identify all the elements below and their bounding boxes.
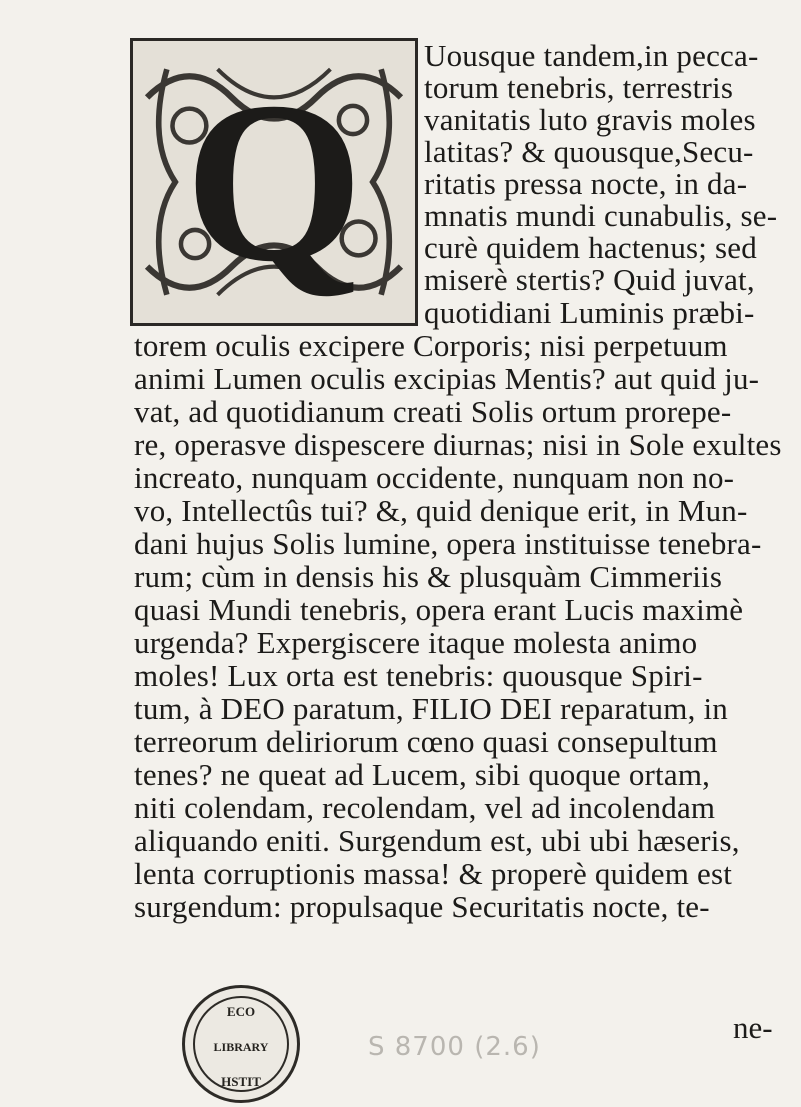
text-line: tenes? ne queat ad Lucem, sibi quoque ortam, <box>134 757 711 792</box>
decorated-initial <box>130 38 418 326</box>
text-line: quotidiani Luminis præbi- <box>424 295 755 330</box>
text-line: niti colendam, recolendam, vel ad incolendam <box>134 790 716 825</box>
text-line: torem oculis excipere Corporis; nisi perpetuum <box>134 328 728 363</box>
text-line: increato, nunquam occidente, nunquam non no- <box>134 460 735 495</box>
text-line: latitas? & quousque,Secu- <box>424 134 754 169</box>
text-line: re, operasve dispescere diurnas; nisi in Sole exultes <box>134 427 782 462</box>
shelfmark: S 8700 (2.6) <box>368 1032 541 1062</box>
library-stamp <box>182 985 300 1103</box>
text-line: vo, Intellectûs tui? &, quid denique erit, in Mun- <box>134 493 748 528</box>
text-line: tum, à DEO paratum, FILIO DEI reparatum, in <box>134 691 728 726</box>
text-line: vat, ad quotidianum creati Solis ortum prorepe- <box>134 394 732 429</box>
text-line: animi Lumen oculis excipias Mentis? aut quid ju- <box>134 361 760 396</box>
stamp-middle-text: LIBRARY <box>213 1040 269 1054</box>
text-line: lenta corruptionis massa! & properè quidem est <box>134 856 733 891</box>
text-line: aliquando eniti. Surgendum est, ubi ubi hæseris, <box>134 823 740 858</box>
catchword: ne- <box>733 1010 773 1045</box>
text-line: Uousque tandem,in pecca- <box>424 38 759 73</box>
text-line: moles! Lux orta est tenebris: quousque Spiri- <box>134 658 703 693</box>
initial-letter: Q <box>184 54 364 309</box>
text-line: dani hujus Solis lumine, opera instituisse tenebra- <box>134 526 762 561</box>
text-line: torum tenebris, terrestris <box>424 70 734 105</box>
text-line: ritatis pressa nocte, in da- <box>424 166 748 201</box>
text-line: terreorum deliriorum cœno quasi consepultum <box>134 724 718 759</box>
text-line: mnatis mundi cunabulis, se- <box>424 198 778 233</box>
stamp-bottom-text: HSTIT <box>221 1074 261 1089</box>
text-line: miserè stertis? Quid juvat, <box>424 262 755 297</box>
text-line: urgenda? Expergiscere itaque molesta animo <box>134 625 698 660</box>
text-line: curè quidem hactenus; sed <box>424 230 757 265</box>
stamp-top-text: ECO <box>226 1004 256 1019</box>
text-line: quasi Mundi tenebris, opera erant Lucis maximè <box>134 592 744 627</box>
text-line: rum; cùm in densis his & plusquàm Cimmeriis <box>134 559 723 594</box>
text-line: vanitatis luto gravis moles <box>424 102 756 137</box>
text-line: surgendum: propulsaque Securitatis nocte, te- <box>134 889 710 924</box>
